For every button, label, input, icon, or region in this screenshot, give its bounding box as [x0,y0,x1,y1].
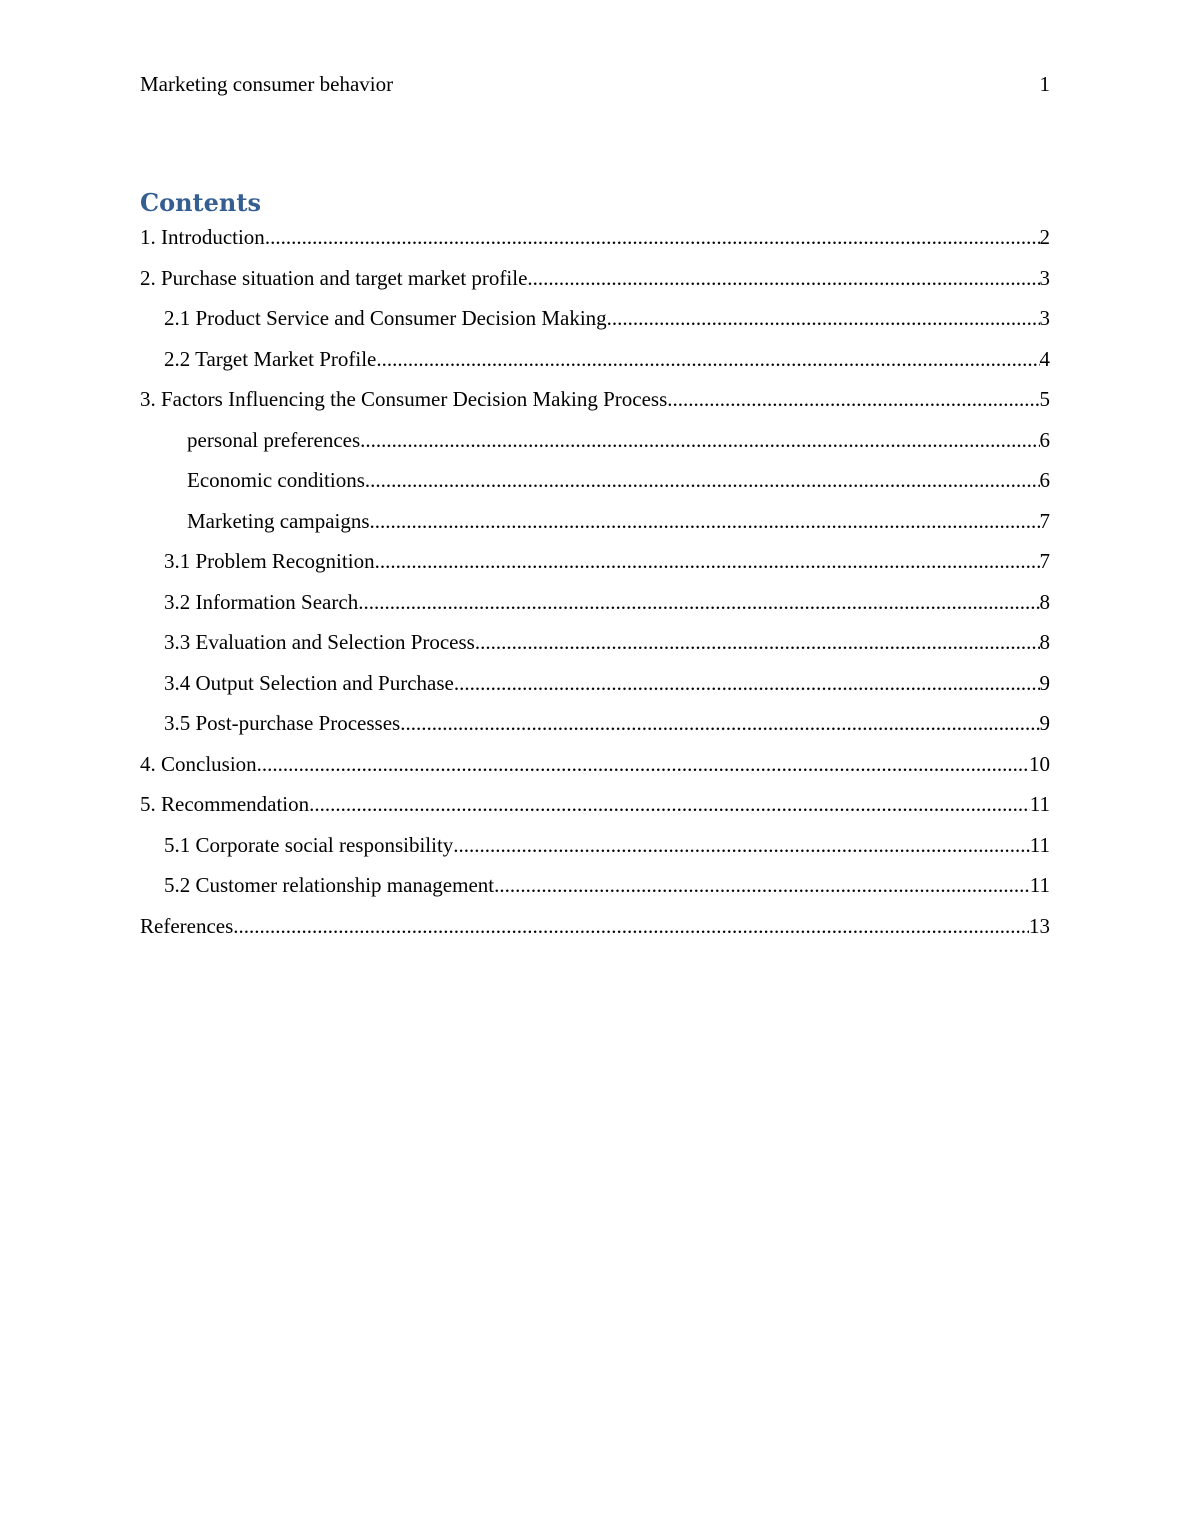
toc-entry[interactable] [140,507,1050,548]
toc-entry-page-number: 8 [1039,630,1050,654]
toc-entry-page-number: 11 [1029,873,1050,897]
toc-entry-title: 3. Factors Influencing the Consumer Decision Making Process [140,387,668,411]
toc-entry-title: 2.2 Target Market Profile [164,346,377,371]
toc-entry-page-number: 8 [1039,589,1050,614]
toc-entry-title: References [140,913,234,938]
toc-entry-page-number: 7 [1039,508,1050,533]
toc-dot-leader [309,790,1030,818]
toc-entry-page-number: 3 [1039,265,1050,290]
toc-entry[interactable] [140,426,1050,467]
toc-entry-page-number: 9 [1039,711,1050,735]
toc-entry-title: 3.1 Problem Recognition [164,549,375,573]
toc-dot-leader [667,385,1039,413]
toc-entry-title: 3.3 Evaluation and Selection Process [164,630,475,654]
toc-entry-page-number: 5 [1039,387,1050,411]
toc-entry-title: 5. Recommendation [140,792,310,816]
toc-dot-leader [360,426,1039,454]
toc-entry-page-number: 11 [1029,792,1050,816]
toc-entry[interactable] [140,750,1050,791]
page-header [140,70,1050,98]
toc-entry-title: Economic conditions [187,468,365,492]
toc-entry[interactable] [140,547,1050,588]
toc-entry-page-number: 7 [1039,549,1050,573]
header-page-number: 1 [1039,72,1050,96]
contents-heading: Contents [140,188,261,217]
toc-entry[interactable] [140,345,1050,386]
toc-entry[interactable] [140,223,1050,264]
toc-entry-title: 3.2 Information Search [164,589,359,614]
toc-dot-leader [527,264,1039,292]
toc-entry[interactable] [140,304,1050,345]
toc-entry[interactable] [140,912,1050,953]
toc-dot-leader [265,223,1040,251]
toc-entry[interactable] [140,466,1050,507]
toc-entry-title: 1. Introduction [140,225,265,249]
toc-entry-title: 2. Purchase situation and target market profile [140,265,528,290]
toc-dot-leader [233,912,1029,940]
toc-entry-title: 4. Conclusion [140,751,257,776]
toc-entry[interactable] [140,709,1050,750]
toc-entry[interactable] [140,871,1050,912]
toc-dot-leader [454,669,1040,697]
toc-entry[interactable] [140,628,1050,669]
toc-dot-leader [400,709,1039,737]
toc-dot-leader [453,831,1029,859]
toc-entry-page-number: 11 [1029,832,1050,857]
toc-entry-title: 5.1 Corporate social responsibility [164,832,454,857]
toc-entry[interactable] [140,588,1050,629]
toc-entry-page-number: 10 [1029,751,1050,776]
toc-entry-title: personal preferences [187,427,361,452]
toc-entry-page-number: 4 [1039,346,1050,371]
toc-entry[interactable] [140,790,1050,831]
toc-dot-leader [257,750,1029,778]
toc-entry-title: Marketing campaigns [187,508,370,533]
toc-entry-title: 5.2 Customer relationship management [164,873,495,897]
toc-dot-leader [365,466,1040,494]
toc-entry[interactable] [140,831,1050,872]
toc-entry-page-number: 9 [1039,670,1050,695]
toc-entry-page-number: 6 [1039,427,1050,452]
toc-dot-leader [475,628,1040,656]
toc-dot-leader [376,345,1039,373]
toc-dot-leader [375,547,1040,575]
header-title: Marketing consumer behavior [140,72,394,96]
toc-dot-leader [358,588,1039,616]
toc-dot-leader [370,507,1040,535]
toc-entry-page-number: 3 [1039,306,1050,330]
toc-entry-page-number: 13 [1029,913,1050,938]
toc-entry[interactable] [140,385,1050,426]
toc-dot-leader [607,304,1040,332]
toc-entry[interactable] [140,669,1050,710]
toc-entry-title: 3.5 Post-purchase Processes [164,711,401,735]
toc-entry-page-number: 2 [1039,225,1050,249]
toc-entry[interactable] [140,264,1050,305]
table-of-contents [140,223,1050,952]
toc-entry-title: 2.1 Product Service and Consumer Decision Making [164,306,607,330]
toc-entry-page-number: 6 [1039,468,1050,492]
toc-entry-title: 3.4 Output Selection and Purchase [164,670,454,695]
toc-dot-leader [494,871,1030,899]
